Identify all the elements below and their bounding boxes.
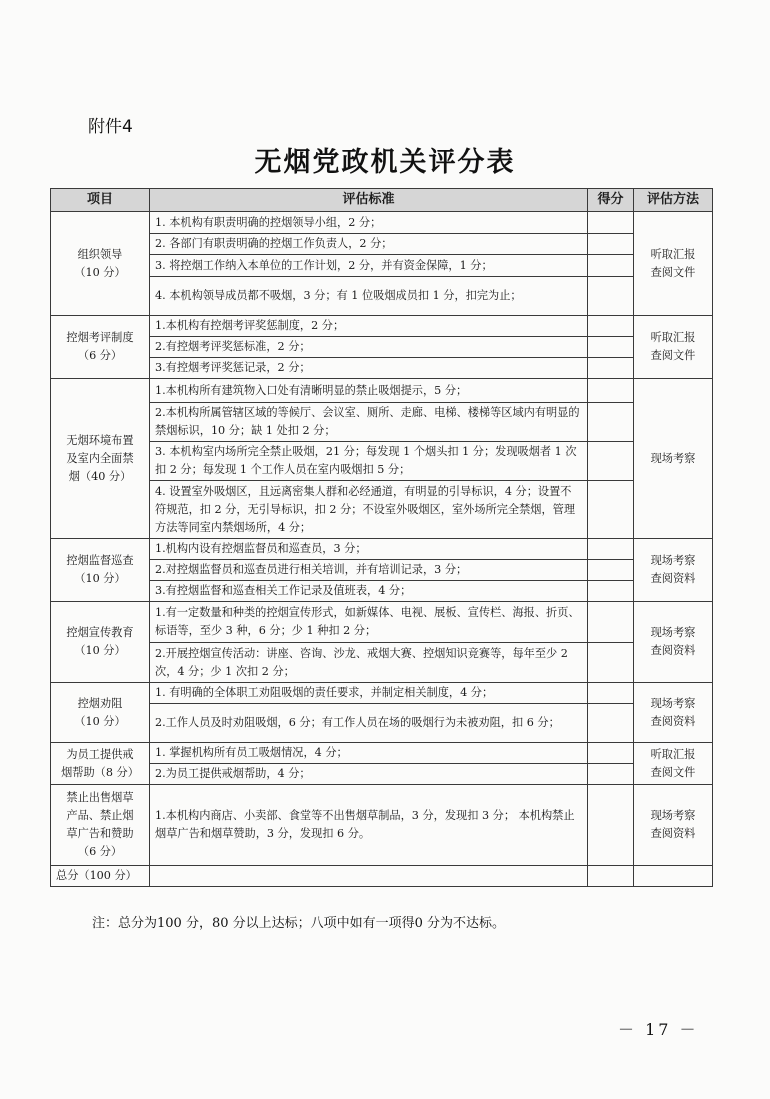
header-criteria: 评估标准 (150, 189, 588, 212)
category-cell: 为员工提供戒 烟帮助（8 分） (51, 743, 150, 785)
score-cell (588, 764, 634, 785)
score-cell (588, 212, 634, 234)
method-cell: 现场考察 查阅资料 (634, 602, 713, 683)
table-row (51, 743, 713, 764)
total-score-cell (588, 866, 634, 887)
category-cell: 控烟劝阻 （10 分） (51, 683, 150, 743)
score-cell (588, 379, 634, 403)
score-cell (588, 785, 634, 866)
method-cell: 现场考察 查阅资料 (634, 539, 713, 602)
criteria-cell: 3.有控烟考评奖惩记录，2 分； (150, 358, 588, 379)
criteria-cell: 2.对控烟监督员和巡查员进行相关培训，并有培训记录，3 分； (150, 560, 588, 581)
table-row (51, 481, 713, 539)
category-cell: 禁止出售烟草 产品、禁止烟 草广告和赞助 （6 分） (51, 785, 150, 866)
table-row (51, 602, 713, 643)
criteria-cell: 2. 各部门有职责明确的控烟工作负责人，2 分； (150, 234, 588, 255)
table-row (51, 337, 713, 358)
score-cell (588, 581, 634, 602)
method-cell: 现场考察 查阅资料 (634, 785, 713, 866)
criteria-cell: 1.有一定数量和种类的控烟宣传形式，如新媒体、电视、展板、宣传栏、海报、折页、标语等，至少 3 种，6 分；少 1 种扣 2 分； (150, 602, 588, 643)
attachment-label: 附件4 (88, 117, 133, 137)
score-cell (588, 704, 634, 743)
header-item: 项目 (51, 189, 150, 212)
page-title: 无烟党政机关评分表 (254, 147, 516, 178)
table-row (51, 212, 713, 234)
criteria-cell: 1. 本机构有职责明确的控烟领导小组，2 分； (150, 212, 588, 234)
method-cell: 现场考察 查阅资料 (634, 683, 713, 743)
criteria-cell: 2.本机构所属管辖区域的等候厅、会议室、厕所、走廊、电梯、楼梯等区域内有明显的禁烟标识，10 分；缺 1 处扣 2 分； (150, 403, 588, 442)
category-cell: 控烟宣传教育 （10 分） (51, 602, 150, 683)
table-row (51, 683, 713, 704)
table-body (51, 212, 713, 866)
table-row (51, 255, 713, 277)
criteria-cell: 2.为员工提供戒烟帮助，4 分； (150, 764, 588, 785)
criteria-cell: 3. 将控烟工作纳入本单位的工作计划，2 分，并有资金保障，1 分； (150, 255, 588, 277)
criteria-cell: 1.本机构有控烟考评奖惩制度，2 分； (150, 316, 588, 337)
method-cell: 听取汇报 查阅文件 (634, 316, 713, 379)
criteria-cell: 1. 有明确的全体职工劝阻吸烟的责任要求，并制定相关制度，4 分； (150, 683, 588, 704)
criteria-cell: 1.本机构内商店、小卖部、食堂等不出售烟草制品，3 分，发现扣 3 分； 本机构禁止烟草广告和烟草赞助，3 分，发现扣 6 分。 (150, 785, 588, 866)
header-method: 评估方法 (634, 189, 713, 212)
table-row (51, 442, 713, 481)
category-cell: 组织领导 （10 分） (51, 212, 150, 316)
score-cell (588, 539, 634, 560)
table-row (51, 785, 713, 866)
table-row (51, 358, 713, 379)
table-row (51, 539, 713, 560)
score-cell (588, 358, 634, 379)
table-header-row (51, 189, 713, 212)
score-cell (588, 403, 634, 442)
category-cell: 控烟考评制度 （6 分） (51, 316, 150, 379)
criteria-cell: 3.有控烟监督和巡查相关工作记录及值班表，4 分； (150, 581, 588, 602)
criteria-cell: 1.本机构所有建筑物入口处有清晰明显的禁止吸烟提示，5 分； (150, 379, 588, 403)
total-label: 总分（100 分） (51, 866, 150, 887)
table-row (51, 316, 713, 337)
criteria-cell: 2.开展控烟宣传活动：讲座、咨询、沙龙、戒烟大赛、控烟知识竞赛等，每年至少 2 次，4 分；少 1 次扣 2 分； (150, 643, 588, 683)
category-cell: 控烟监督巡查 （10 分） (51, 539, 150, 602)
criteria-cell: 4. 本机构领导成员都不吸烟，3 分；有 1 位吸烟成员扣 1 分，扣完为止； (150, 277, 588, 316)
total-row (51, 866, 713, 887)
score-cell (588, 234, 634, 255)
score-cell (588, 560, 634, 581)
score-cell (588, 442, 634, 481)
criteria-cell: 2.有控烟考评奖惩标准，2 分； (150, 337, 588, 358)
score-cell (588, 255, 634, 277)
table-row (51, 234, 713, 255)
score-cell (588, 316, 634, 337)
header-score: 得分 (588, 189, 634, 212)
criteria-cell: 2.工作人员及时劝阻吸烟，6 分；有工作人员在场的吸烟行为未被劝阻，扣 6 分； (150, 704, 588, 743)
table-row (51, 581, 713, 602)
score-cell (588, 643, 634, 683)
table-row (51, 379, 713, 403)
criteria-cell: 1. 掌握机构所有员工吸烟情况，4 分； (150, 743, 588, 764)
score-cell (588, 277, 634, 316)
criteria-cell: 4. 设置室外吸烟区，且远离密集人群和必经通道，有明显的引导标识，4 分；设置不符规范，扣 2 分，无引导标识，扣 2 分；不设室外吸烟区，室外场所完全禁烟，管理方法等同室内禁烟场所，4 分； (150, 481, 588, 539)
footnote: 注：总分为100 分，80 分以上达标；八项中如有一项得0 分为不达标。 (92, 916, 506, 931)
method-cell: 听取汇报 查阅文件 (634, 743, 713, 785)
table-row (51, 764, 713, 785)
method-cell: 现场考察 (634, 379, 713, 539)
evaluation-table (50, 188, 713, 887)
total-criteria-cell (150, 866, 588, 887)
criteria-cell: 1.机构内设有控烟监督员和巡查员，3 分； (150, 539, 588, 560)
page-number: － 17 － (618, 1020, 699, 1039)
total-method-cell (634, 866, 713, 887)
table-row (51, 403, 713, 442)
score-cell (588, 481, 634, 539)
score-cell (588, 743, 634, 764)
criteria-cell: 3. 本机构室内场所完全禁止吸烟，21 分；每发现 1 个烟头扣 1 分；发现吸烟者 1 次扣 2 分；每发现 1 个工作人员在室内吸烟扣 5 分； (150, 442, 588, 481)
category-cell: 无烟环境布置 及室内全面禁 烟（40 分） (51, 379, 150, 539)
table-row (51, 560, 713, 581)
table-row (51, 704, 713, 743)
method-cell: 听取汇报 查阅文件 (634, 212, 713, 316)
score-cell (588, 683, 634, 704)
table-row (51, 643, 713, 683)
score-cell (588, 337, 634, 358)
score-cell (588, 602, 634, 643)
table-row (51, 277, 713, 316)
